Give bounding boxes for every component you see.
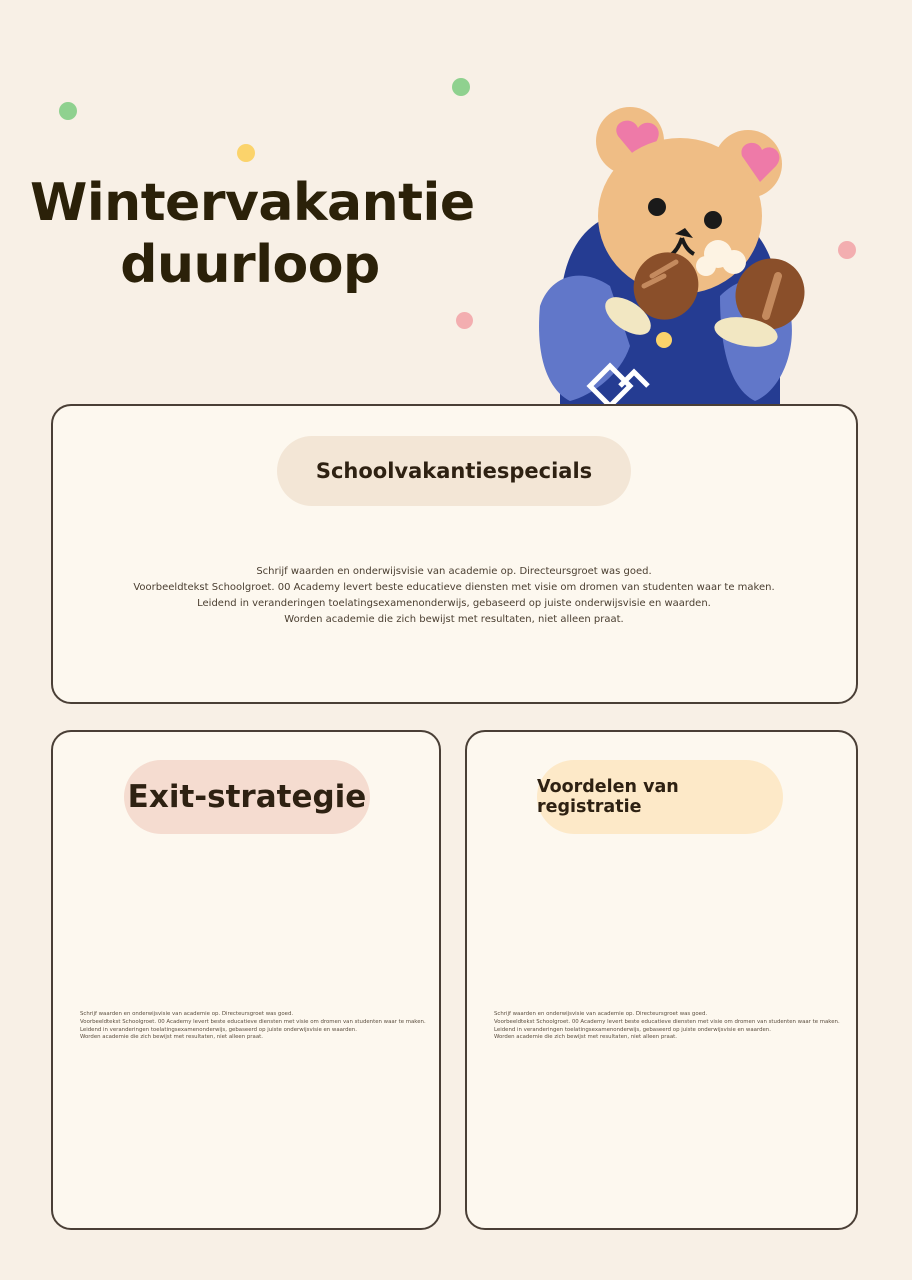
decorative-dot-green-2 xyxy=(452,78,470,96)
card-body-text xyxy=(53,564,855,628)
body-line-2: Voorbeeldtekst Schoolgroet. 00 Academy levert beste educatieve diensten met visie om dromen van studenten waar te maken. xyxy=(80,1018,426,1025)
body-line-1: Schrijf waarden en onderwijsvisie van academie op. Directeursgroet was goed. xyxy=(80,1011,294,1017)
card-heading-pill xyxy=(277,436,631,506)
page-title-line-1: Wintervakantie xyxy=(30,173,475,233)
body-line-2: Voorbeeldtekst Schoolgroet. 00 Academy levert beste educatieve diensten met visie om dromen van studenten waar te maken. xyxy=(494,1018,840,1025)
card-exit-strategie xyxy=(51,730,441,1230)
teddy-bear-illustration xyxy=(520,96,820,406)
body-line-2: Voorbeeldtekst Schoolgroet. 00 Academy levert beste educatieve diensten met visie om dromen van studenten waar te maken. xyxy=(133,582,775,593)
body-line-4: Worden academie die zich bewijst met resultaten, niet alleen praat. xyxy=(284,614,624,625)
card-heading-pill xyxy=(124,760,370,834)
decorative-dot-pink-2 xyxy=(838,241,856,259)
decorative-dot-pink-1 xyxy=(456,312,473,329)
card-body-text xyxy=(80,1011,426,1042)
body-line-1: Schrijf waarden en onderwijsvisie van academie op. Directeursgroet was goed. xyxy=(256,566,652,577)
card-heading-pill xyxy=(537,760,783,834)
body-line-1: Schrijf waarden en onderwijsvisie van academie op. Directeursgroet was goed. xyxy=(494,1011,708,1017)
card-body-text xyxy=(494,1011,840,1042)
card-schoolvakantiespecials xyxy=(51,404,858,704)
body-line-4: Worden academie die zich bewijst met resultaten, niet alleen praat. xyxy=(494,1034,677,1041)
body-line-4: Worden academie die zich bewijst met resultaten, niet alleen praat. xyxy=(80,1034,263,1041)
page-title xyxy=(30,172,475,296)
page-title-line-2: duurloop xyxy=(120,235,380,295)
body-line-3: Leidend in veranderingen toelatingsexamenonderwijs, gebaseerd op juiste onderwijsvisie en waarden. xyxy=(80,1026,357,1033)
card-heading: Exit-strategie xyxy=(127,779,367,815)
card-heading: Schoolvakantiespecials xyxy=(315,459,593,483)
decorative-dot-green-1 xyxy=(59,102,77,120)
decorative-dot-yellow xyxy=(237,144,255,162)
body-line-3: Leidend in veranderingen toelatingsexamenonderwijs, gebaseerd op juiste onderwijsvisie en waarden. xyxy=(494,1026,771,1033)
card-heading: Voordelen van registratie xyxy=(537,777,679,817)
card-voordelen-van-registratie xyxy=(465,730,858,1230)
body-line-3: Leidend in veranderingen toelatingsexamenonderwijs, gebaseerd op juiste onderwijsvisie en waarden. xyxy=(197,598,711,609)
